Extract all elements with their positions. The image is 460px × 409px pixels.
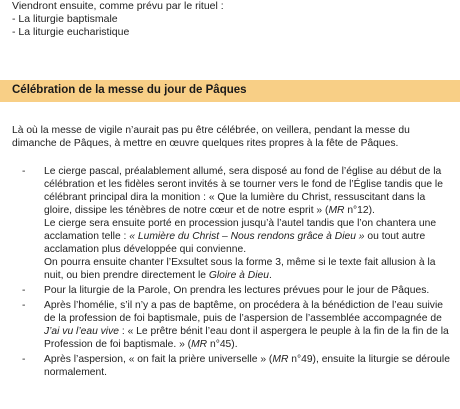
list-item — [12, 353, 452, 379]
reference-abbrev: MR — [191, 339, 208, 350]
lead-paragraph: Là où la messe de vigile n’aurait pas pu être célébrée, on veillera, pendant la messe du dimanche de Pâques, à mettre en œuvre quelques rites propres à la fête de Pâques. — [12, 125, 410, 149]
list-item — [12, 299, 452, 351]
list-dash: - — [22, 300, 26, 311]
list-item-paragraph — [44, 165, 452, 282]
reference-abbrev: MR — [272, 354, 289, 365]
list-item-paragraph: Pour la liturgie de la Parole, On prendra les lectures prévues pour le jour de Pâques. — [44, 285, 430, 296]
text-run: n°45). — [207, 339, 238, 350]
intro-list-item: - La liturgie eucharistique — [12, 26, 130, 38]
list-dash: - — [22, 285, 26, 296]
section-title: Célébration de la messe du jour de Pâques — [12, 84, 247, 96]
paragraph-text — [44, 217, 452, 256]
acclamation-quote: « Lumière du Christ – Nous rendons grâce à Dieu » — [129, 231, 365, 242]
text-run: On pourra ensuite chanter l’Exsultet sous la forme 3, même si le texte fait allusion à la nuit, ou bien prendre directement le — [44, 257, 436, 281]
text-run: n°12). — [344, 205, 375, 216]
rites-list — [12, 165, 452, 381]
text-run: n°49), ensuite la liturgie se déroule normalement. — [44, 354, 450, 378]
section-heading-band — [0, 80, 460, 102]
chant-title: J’ai vu l’eau vive — [44, 326, 119, 337]
paragraph-text — [44, 165, 452, 217]
hymn-title: Gloire à Dieu — [208, 270, 269, 281]
intro-block — [12, 0, 452, 39]
intro-line: Viendront ensuite, comme prévu par le rituel : — [12, 0, 224, 12]
text-run: Le cierge pascal, préalablement allumé, sera disposé au fond de l’église au début de la célébration et les fidèles seront invités à se tourner vers le fond de l’Église tandis que le célébrant principal dira la monition : « Que la lumière du Christ, ressuscitant dans la gloire, dissipe les ténèbres de notre cœur et de notre esprit » ( — [44, 166, 443, 216]
text-run: Après l’homélie, s’il n’y a pas de baptême, on procédera à la bénédiction de l’eau suivie de la profession de foi baptismale, puis de l’aspersion de l’assemblée accompagnée de — [44, 300, 443, 324]
text-run: ou tout autre acclamation plus développée qui convienne. — [44, 231, 426, 255]
intro-list-item: - La liturgie baptismale — [12, 13, 118, 25]
text-run: Le cierge sera ensuite porté en procession jusqu’à l’autel tandis que l’on chantera une acclamation telle : — [44, 218, 437, 242]
list-item — [12, 284, 452, 297]
list-item-paragraph — [44, 299, 452, 351]
paragraph-text — [44, 256, 452, 282]
text-run: . — [268, 270, 272, 281]
text-run: : « Le prêtre bénit l’eau dont il aspergera le peuple à la fin de la fin de la Profession de foi baptismale. » ( — [44, 326, 449, 350]
list-item — [12, 165, 452, 282]
list-item-paragraph — [44, 353, 452, 379]
text-run: Après l’aspersion, « on fait la prière universelle » ( — [44, 354, 273, 365]
list-dash: - — [22, 166, 26, 177]
list-dash: - — [22, 354, 26, 365]
reference-abbrev: MR — [328, 205, 345, 216]
